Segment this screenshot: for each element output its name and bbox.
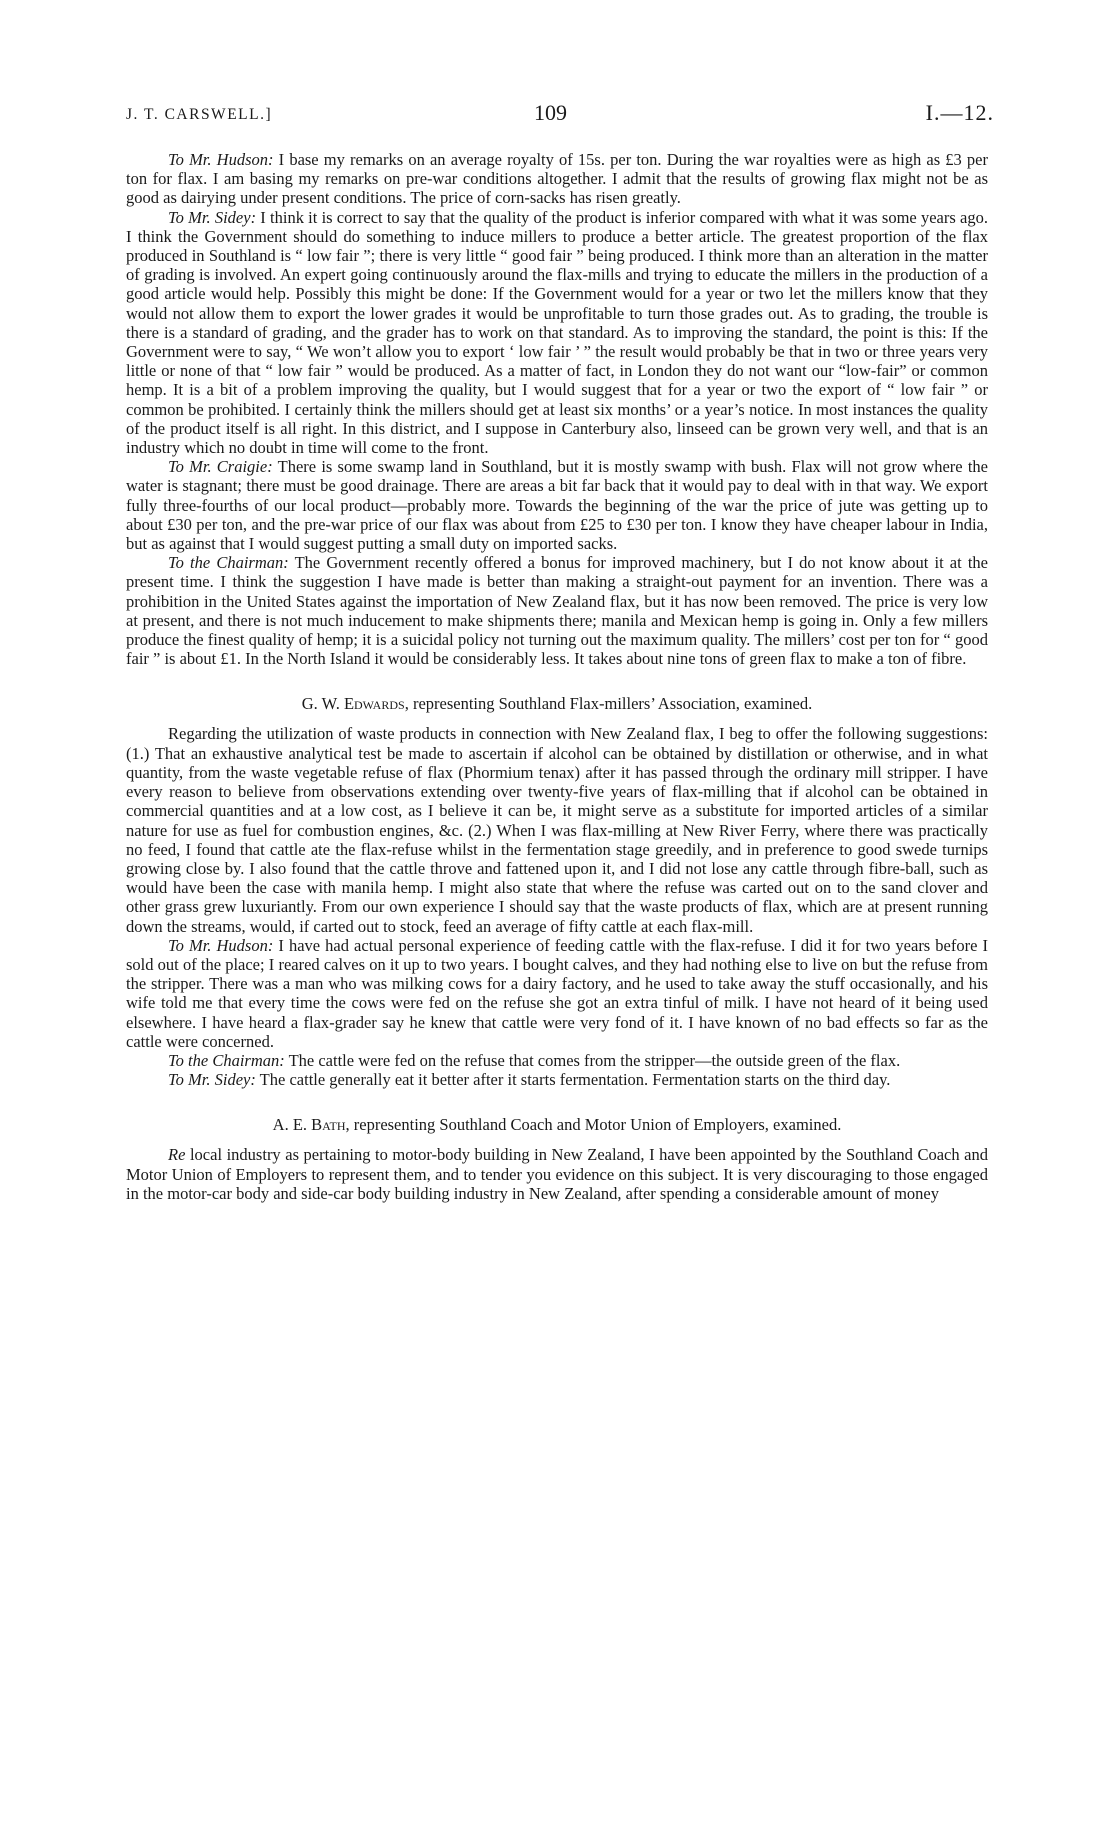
section-edwards-evidence	[126, 724, 988, 1089]
paragraph-lead: To Mr. Hudson:	[168, 150, 274, 169]
paragraph-text: local industry as pertaining to motor-body building in New Zealand, I have been appointed by the Southland Coach and Motor Union of Employers to represent them, and to tender you evidence on this subject. It is very discouraging to those engaged in the motor-car body and side-car body building industry in New Zealand, after spending a considerable amount of money	[126, 1145, 988, 1203]
paragraph	[126, 457, 988, 553]
paragraph-lead: To Mr. Sidey:	[168, 1070, 256, 1090]
paragraph	[126, 936, 988, 1051]
paragraph-text: The Government recently offered a bonus for improved machinery, but I do not know about it at the present time. I think the suggestion I have made is better than making a straight-out payment for an invention. There was a prohibition in the United States against the importation of New Zealand flax, but it has now been removed. The price is very low at present, and there is not much inducement to make shipments there; manila and Mexican hemp is going in. Only a few millers produce the finest quality of hemp; it is a suicidal policy not turning out the maximum quality. The millers’ cost per ton for “ good fair ” is about £1. In the North Island it would be considerably less. It takes about nine tons of green flax to make a ton of fibre.	[126, 553, 988, 669]
paragraph-text: The cattle generally eat it better after it starts fermentation. Fermentation starts on the third day.	[255, 1070, 891, 1090]
paragraph-text: The cattle were fed on the refuse that comes from the stripper—the outside green of the flax.	[284, 1050, 901, 1070]
paragraph	[126, 553, 988, 668]
paragraph-lead: To Mr. Craigie:	[168, 457, 273, 477]
page-number: 109	[534, 100, 567, 125]
paragraph-text: Regarding the utilization of waste products in connection with New Zealand flax, I beg to offer the following suggestions: (1.) That an exhaustive analytical test be made to ascertain if alcohol can be obtained by distillation or otherwise, and in what quantity, from the waste vegetable refuse of flax (Phormium tenax) after it has passed through the ordinary mill stripper. I have every reason to believe from observations extending over twenty-five years of flax-milling that if alcohol can be obtained in commercial quantities and at a low cost, as I believe it can be, it might serve as a substitute for imported articles of a similar nature for use as fuel for combustion engines, &c. (2.) When I was flax-milling at New River Ferry, where there was practically no feed, I found that cattle ate the flax-refuse whilst in the fermentation stage greedily, and in preference to good swede turnips growing close by. I also found that the cattle throve and fattened upon it, and I did not lose any cattle through fibre-ball, such as would have been the case with manila hemp. I might also state that where the refuse was carted out on to the sand clover and other grass grew luxuriantly. From our own experience I should say that the waste products of flax, which are at present running down the streams, would, if carted out to stock, feed an average of fifty cattle at each flax-mill.	[126, 724, 988, 936]
witness-description: , representing Southland Flax-millers’ Association, examined.	[404, 694, 813, 714]
paragraph-text: There is some swamp land in Southland, but it is mostly swamp with bush. Flax will not grow where the water is stagnant; there must be good drainage. There are areas a bit far back that it would pay to deal with in that way. We export fully three-fourths of our local product—probably more. Towards the beginning of the war the price of jute was getting up to about £30 per ton, and the pre-war price of our flax was about from £25 to £30 per ton. I know they have cheaper labour in India, but as against that I would suggest putting a small duty on imported sacks.	[126, 457, 988, 554]
paragraph-text: I base my remarks on an average royalty of 15s. per ton. During the war royalties were as high as £3 per ton for flax. I am basing my remarks on pre-war conditions altogether. I admit that the results of growing flax might not be as good as dairying under present conditions. The price of corn-sacks has risen greatly.	[126, 150, 988, 208]
document-body	[126, 150, 988, 1203]
paragraph-lead: To the Chairman:	[168, 553, 289, 573]
section-heading-bath	[126, 1115, 988, 1135]
paragraph	[126, 724, 988, 935]
page-header	[126, 100, 994, 140]
paragraph	[126, 1051, 988, 1070]
paragraph-text: I think it is correct to say that the quality of the product is inferior compared with what it was some years ago. I think the Government should do something to induce millers to produce a better article. The greatest proportion of the flax produced in Southland is “ low fair ”; there is very little “ good fair ” being produced. I think more than an alteration in the matter of grading is involved. An expert going continuously around the flax-mills and trying to educate the millers in the production of a good article would help. Possibly this might be done: If the Government would for a year or two let the millers know that they would not allow them to export the lower grades it would be unprofitable to turn those grades out. As to grading, the trouble is there is a standard of grading, and the grader has to work on that standard. As to improving the standard, the point is this: If the Government were to say, “ We won’t allow you to export ‘ low fair ’ ” the result would probably be that in two or three years very little or none of that “ low fair ” would be produced. As a matter of fact, in London they do not want our “low-fair” or common hemp. It is a bit of a problem improving the quality, but I would suggest that for a year or two the export of “ low fair ” or common be prohibited. I certainly think the millers should get at least six months’ or a year’s notice. In most instances the quality of the product itself is all right. In this district, and I suppose in Canterbury also, linseed can be grown very well, and that is an industry which no doubt in time will come to the front.	[126, 207, 988, 458]
witness-description: , representing Southland Coach and Motor Union of Employers, examined.	[345, 1115, 842, 1135]
document-reference: I.—12.	[925, 100, 994, 125]
paragraph-text: I have had actual personal experience of feeding cattle with the flax-refuse. I did it for two years before I sold out of the place; I reared calves on it up to two years. I bought calves, and they had nothing else to live on but the refuse from the stripper. There was a man who was milking cows for a dairy factory, and he used to take away the stuff occasionally, and his wife told me that every time the cows were fed on the refuse she got an extra tinful of milk. I have not heard of it being used elsewhere. I have heard a flax-grader say he knew that cattle were very fond of it. I have known of no bad effects so far as the cattle were concerned.	[126, 935, 988, 1051]
section-bath-evidence	[126, 1145, 988, 1203]
paragraph-lead: Re	[168, 1145, 186, 1165]
paragraph-lead: To Mr. Hudson:	[168, 935, 274, 955]
witness-name: G. W. Edwards	[301, 694, 405, 714]
paragraph	[126, 1070, 988, 1089]
witness-name: A. E. Bath	[272, 1115, 346, 1135]
witness-name-header: J. T. CARSWELL.]	[126, 106, 273, 123]
section-heading-edwards	[126, 694, 988, 714]
paragraph-lead: To Mr. Sidey:	[168, 207, 257, 227]
paragraph	[126, 150, 988, 208]
section-carswell-evidence	[126, 150, 988, 668]
paragraph-lead: To the Chairman:	[168, 1050, 285, 1070]
document-page	[126, 100, 994, 1203]
paragraph	[126, 208, 988, 458]
paragraph	[126, 1145, 988, 1203]
